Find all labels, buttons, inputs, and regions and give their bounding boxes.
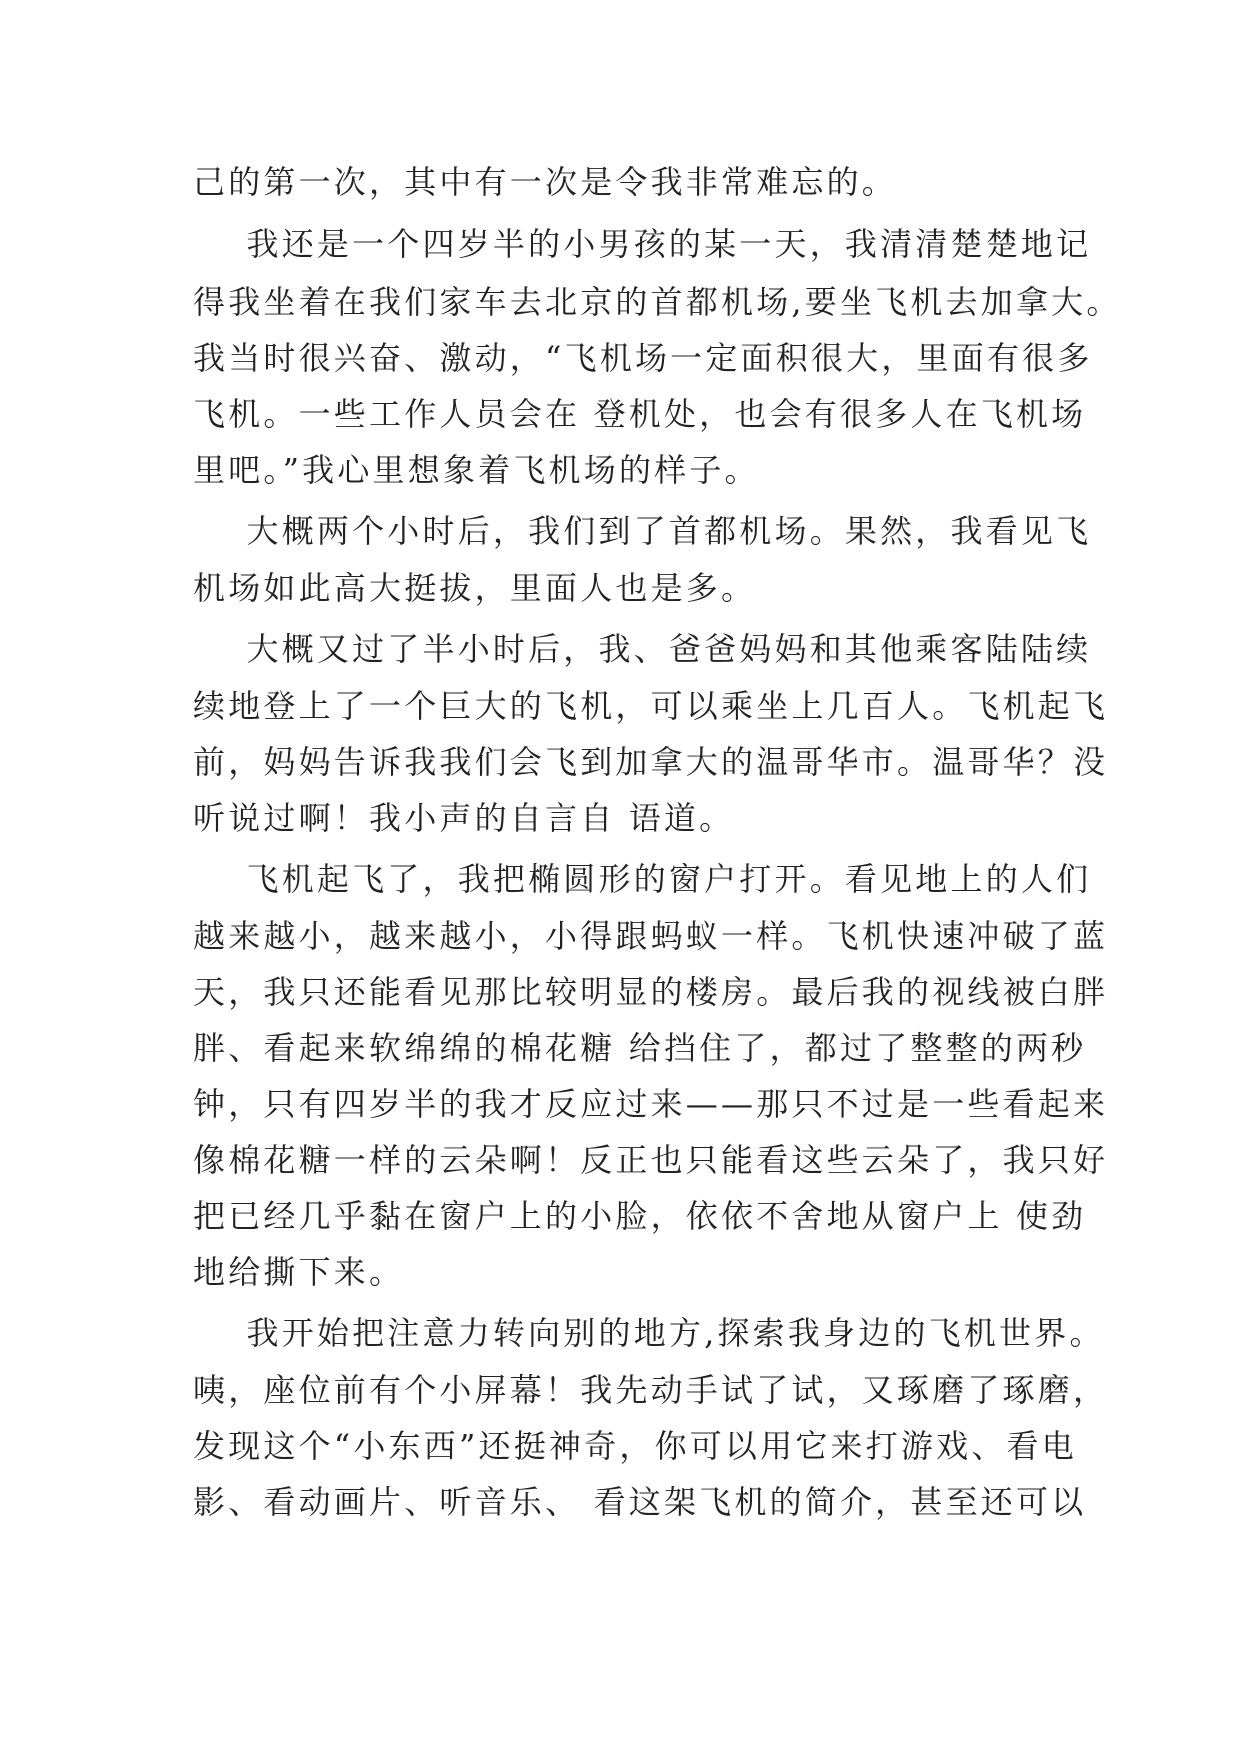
text-line: 我当时很兴奋、激动，“飞机场一定面积很大，里面有很多	[193, 339, 1093, 377]
text-line: 我开始把注意力转向别的地方,探索我身边的飞机世界。	[193, 1314, 1105, 1352]
text-line: 续地登上了一个巨大的飞机，可以乘坐上几百人。飞机起飞	[193, 687, 1109, 725]
text-line: 我还是一个四岁半的小男孩的某一天，我清清楚楚地记	[193, 225, 1092, 263]
text-line: 己的第一次，其中有一次是令我非常难忘的。	[193, 163, 898, 201]
text-line: 大概又过了半小时后，我、爸爸妈妈和其他乘客陆陆续	[193, 630, 1092, 668]
text-line: 钟，只有四岁半的我才反应过来——那只不过是一些看起来	[193, 1085, 1109, 1123]
text-line: 影、看动画片、听音乐、 看这架飞机的简介，甚至还可以	[193, 1483, 1087, 1521]
text-line: 听说过啊！我小声的自言自 语道。	[193, 799, 735, 837]
text-line: 里吧。”我心里想象着飞机场的样子。	[193, 451, 760, 489]
text-line: 前，妈妈告诉我我们会飞到加拿大的温哥华市。温哥华？没	[193, 743, 1109, 781]
text-line: 像棉花糖一样的云朵啊！反正也只能看这些云朵了，我只好	[193, 1141, 1109, 1179]
text-line: 把已经几乎黏在窗户上的小脸，依依不舍地从窗户上 使劲	[193, 1197, 1087, 1235]
text-line: 机场如此高大挺拔，里面人也是多。	[193, 569, 757, 607]
text-line: 飞机。一些工作人员会在 登机处，也会有很多人在飞机场	[193, 395, 1087, 433]
text-line: 天，我只还能看见那比较明显的楼房。最后我的视线被白胖	[193, 973, 1109, 1011]
text-line: 地给撕下来。	[193, 1253, 405, 1291]
text-line: 大概两个小时后，我们到了首都机场。果然，我看见飞	[193, 512, 1092, 550]
text-line: 得我坐着在我们家车去北京的首都机场,要坐飞机去加拿大。	[193, 283, 1122, 321]
text-line: 发现这个“小东西”还挺神奇，你可以用它来打游戏、看电	[193, 1427, 1077, 1465]
text-line: 胖、看起来软绵绵的棉花糖 给挡住了，都过了整整的两秒	[193, 1029, 1087, 1067]
text-line: 咦，座位前有个小屏幕！我先动手试了试，又琢磨了琢磨，	[193, 1371, 1109, 1409]
text-line: 飞机起飞了，我把椭圆形的窗户打开。看见地上的人们	[193, 860, 1092, 898]
text-line: 越来越小，越来越小，小得跟蚂蚁一样。飞机快速冲破了蓝	[193, 917, 1109, 955]
